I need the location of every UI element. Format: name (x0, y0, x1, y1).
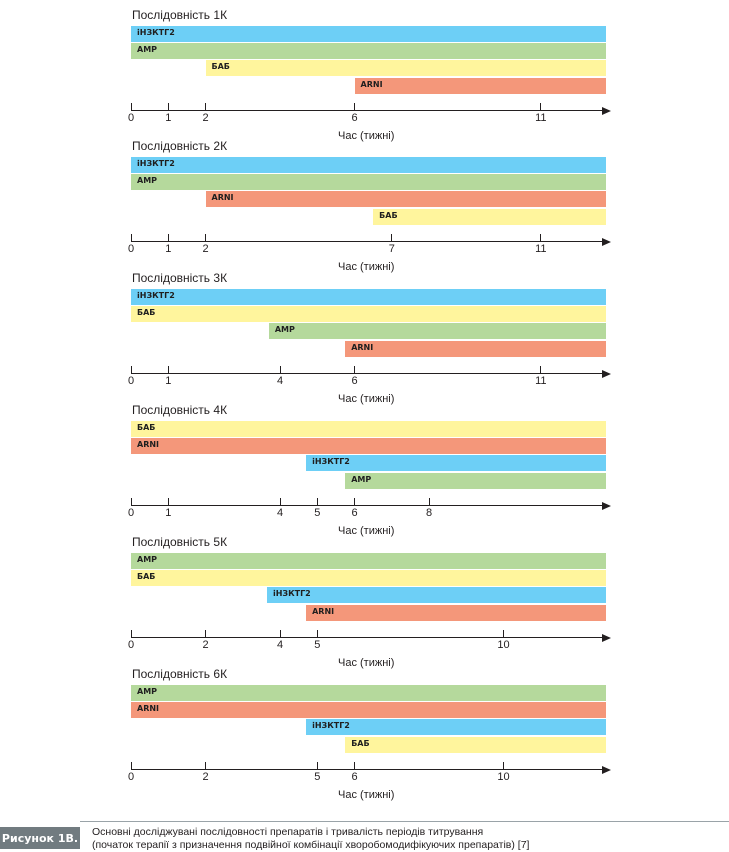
axis-tick-label: 1 (165, 507, 172, 519)
axis-tick-label: 1 (165, 243, 172, 255)
axis-tick-label: 4 (276, 507, 284, 519)
axis-tick-label: 0 (127, 375, 135, 387)
axis-tick-label: 6 (351, 507, 358, 519)
drug-bar-label: ARNI (137, 440, 160, 450)
x-axis-title: Час (тижні) (338, 525, 395, 537)
drug-bar (131, 157, 606, 173)
panel-title: Послідовність 3К (132, 271, 228, 285)
axis-tick-label: 0 (127, 112, 135, 124)
axis-tick-label: 0 (127, 771, 135, 783)
x-axis-title: Час (тижні) (338, 789, 395, 801)
drug-bar-label: БАБ (137, 572, 156, 582)
drug-bar (131, 306, 606, 322)
drug-bar-label: іНЗКТГ2 (312, 721, 350, 731)
drug-bar-label: іНЗКТГ2 (137, 28, 175, 37)
time-axis (131, 241, 604, 242)
axis-tick (168, 366, 169, 374)
axis-tick-label: 5 (314, 771, 321, 783)
axis-tick-label: 11 (535, 112, 547, 124)
axis-tick (317, 630, 318, 638)
drug-bar-label: АМР (137, 687, 158, 696)
drug-bar-label: БАБ (351, 738, 370, 748)
axis-tick-label: 0 (127, 507, 135, 519)
axis-arrow-icon (602, 766, 611, 774)
axis-arrow-icon (602, 107, 611, 115)
drug-bar (269, 323, 606, 339)
axis-tick-label: 6 (351, 375, 358, 387)
axis-tick-label: 2 (202, 112, 209, 124)
axis-tick (540, 366, 541, 374)
drug-bar (345, 341, 606, 357)
axis-tick-label: 1 (165, 375, 172, 387)
axis-tick (131, 366, 132, 374)
axis-tick (391, 234, 392, 242)
drug-bar (373, 209, 606, 225)
drug-bar (131, 702, 606, 718)
drug-bar (345, 737, 606, 753)
time-axis (131, 373, 604, 374)
time-axis (131, 637, 604, 638)
x-axis-title: Час (тижні) (338, 393, 395, 405)
drug-bar (131, 26, 606, 42)
drug-bar-label: іНЗКТГ2 (312, 457, 350, 467)
drug-bar-label: БАБ (137, 423, 156, 432)
drug-bar-label: АМР (137, 45, 158, 55)
figure-number-badge: Рисунок 1В. (0, 827, 80, 849)
drug-bar-label: АМР (351, 474, 372, 484)
panel-title: Послідовність 5К (132, 535, 228, 549)
drug-bar (131, 570, 606, 586)
drug-bar-label: БАБ (211, 62, 230, 72)
axis-tick-label: 1 (165, 112, 172, 124)
axis-tick (280, 630, 281, 638)
axis-tick-label: 10 (497, 639, 510, 651)
panel-title: Послідовність 1К (132, 8, 228, 22)
drug-bar-label: АМР (137, 555, 158, 564)
drug-bar-label: ARNI (312, 606, 335, 616)
axis-arrow-icon (602, 238, 611, 246)
drug-bar (267, 587, 606, 603)
axis-tick (540, 234, 541, 242)
x-axis-title: Час (тижні) (338, 261, 395, 273)
drug-bar-label: ARNI (137, 704, 160, 714)
axis-tick-label: 11 (535, 243, 547, 255)
drug-bar-label: ARNI (211, 193, 234, 203)
axis-tick (205, 103, 206, 111)
drug-bar-label: іНЗКТГ2 (272, 589, 311, 599)
axis-arrow-icon (602, 502, 611, 510)
x-axis-title: Час (тижні) (338, 657, 395, 669)
axis-tick (205, 234, 206, 242)
axis-tick (503, 762, 504, 770)
axis-tick-label: 4 (276, 639, 284, 651)
drug-bar (306, 719, 606, 735)
drug-bar-label: ARNI (351, 342, 374, 352)
axis-tick-label: 4 (276, 375, 284, 387)
drug-bar (131, 174, 606, 190)
caption-text (92, 826, 722, 852)
axis-tick-label: 2 (202, 771, 209, 783)
axis-tick-label: 2 (202, 639, 209, 651)
axis-tick-label: 5 (314, 507, 321, 519)
x-axis-title: Час (тижні) (338, 130, 395, 142)
sequence-panel-5 (0, 527, 729, 669)
axis-arrow-icon (602, 634, 611, 642)
axis-arrow-icon (602, 370, 611, 378)
axis-tick-label: 0 (127, 639, 135, 651)
axis-tick (131, 630, 132, 638)
axis-tick (280, 366, 281, 374)
drug-bar (345, 473, 606, 489)
time-axis (131, 505, 604, 506)
axis-tick (354, 498, 355, 506)
axis-tick-label: 10 (497, 771, 510, 783)
drug-bar (131, 421, 606, 437)
drug-bar (131, 289, 606, 305)
axis-tick-label: 6 (351, 112, 358, 124)
axis-tick (354, 103, 355, 111)
axis-tick (131, 762, 132, 770)
drug-bar-label: БАБ (379, 210, 398, 220)
drug-bar (355, 78, 606, 94)
axis-tick (280, 498, 281, 506)
sequence-panel-1 (0, 0, 729, 142)
panel-title: Послідовність 4К (132, 403, 228, 417)
axis-tick-label: 11 (535, 375, 547, 387)
axis-tick (354, 366, 355, 374)
axis-tick (131, 498, 132, 506)
axis-tick (168, 498, 169, 506)
panel-title: Послідовність 2К (132, 139, 228, 153)
axis-tick-label: 2 (202, 243, 209, 255)
caption-line-2: (початок терапії з призначення подвійної комбінації хворобомодифікуючих препаратів) [7] (92, 839, 530, 851)
axis-tick (205, 762, 206, 770)
axis-tick (503, 630, 504, 638)
caption-line-1: Основні досліджувані послідовності препаратів і тривалість періодів титрування (92, 826, 484, 838)
axis-tick (131, 103, 132, 111)
axis-tick (317, 498, 318, 506)
drug-bar-label: БАБ (137, 308, 156, 318)
caption-divider (80, 821, 729, 822)
drug-bar (306, 455, 606, 471)
axis-tick-label: 8 (425, 507, 433, 519)
drug-bar (131, 438, 606, 454)
time-axis (131, 110, 604, 111)
panel-title: Послідовність 6К (132, 667, 228, 681)
axis-tick (317, 762, 318, 770)
axis-tick-label: 7 (388, 243, 395, 255)
axis-tick (429, 498, 430, 506)
drug-bar-label: АМР (137, 176, 158, 186)
drug-bar (206, 60, 606, 76)
axis-tick (205, 630, 206, 638)
drug-bar (131, 685, 606, 701)
axis-tick-label: 5 (314, 639, 321, 651)
drug-bar-label: АМР (274, 325, 295, 335)
sequence-panel-2 (0, 131, 729, 273)
axis-tick (540, 103, 541, 111)
axis-tick (168, 103, 169, 111)
drug-bar (131, 43, 606, 59)
drug-bar-label: іНЗКТГ2 (137, 159, 175, 168)
axis-tick (354, 762, 355, 770)
drug-bar-label: ARNI (360, 79, 383, 89)
axis-tick (131, 234, 132, 242)
figure-caption (0, 821, 729, 852)
axis-tick-label: 6 (351, 771, 358, 783)
drug-bar (306, 605, 606, 621)
axis-tick-label: 0 (127, 243, 135, 255)
drug-bar-label: іНЗКТГ2 (137, 291, 175, 300)
time-axis (131, 769, 604, 770)
axis-tick (168, 234, 169, 242)
sequence-panel-4 (0, 395, 729, 537)
drug-bar (131, 553, 606, 569)
sequence-panel-6 (0, 659, 729, 801)
sequence-panel-3 (0, 263, 729, 405)
drug-bar (206, 191, 606, 207)
